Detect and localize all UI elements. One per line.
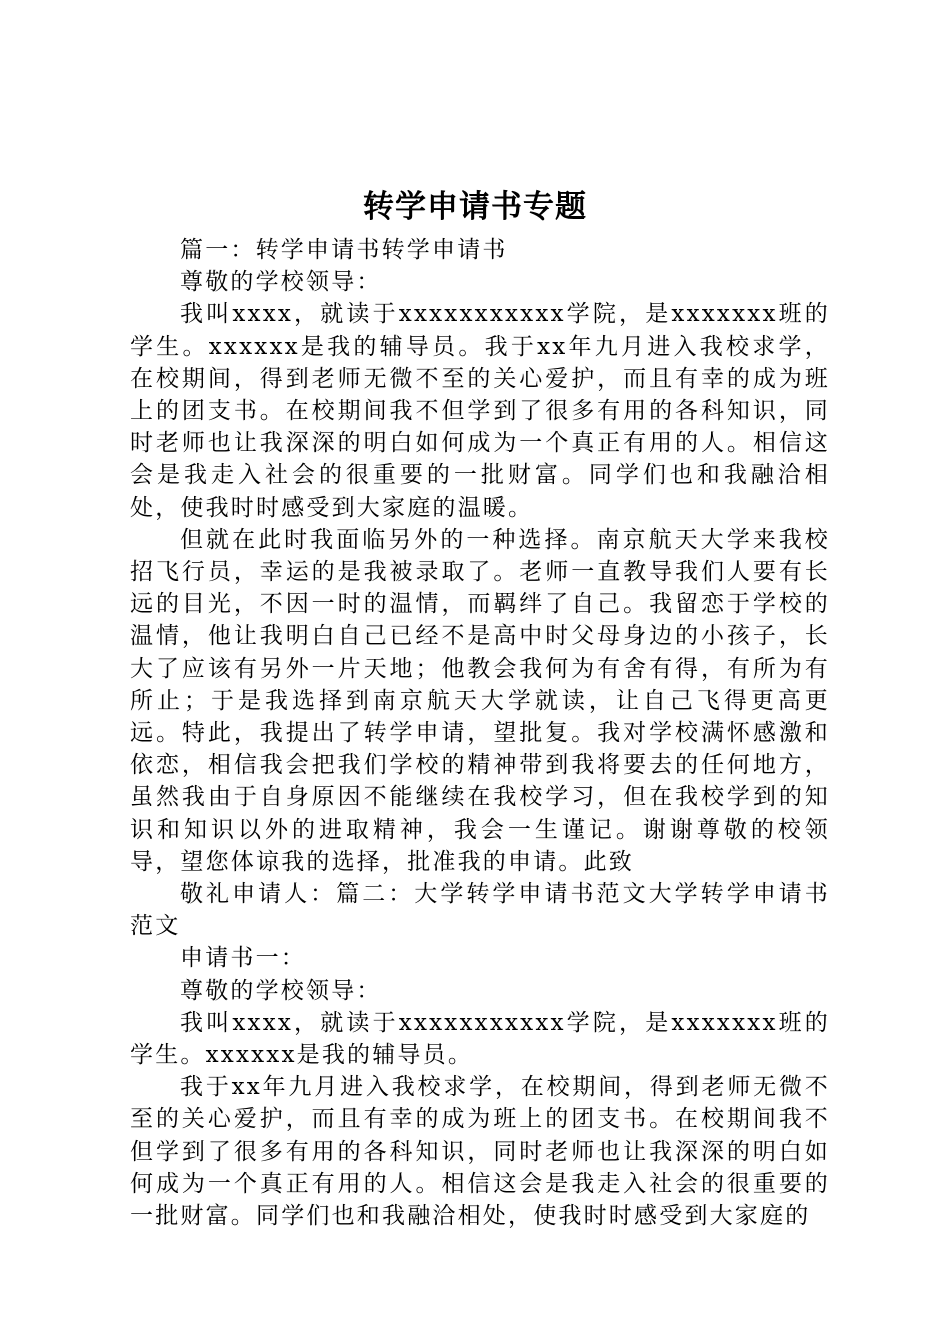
body-paragraph: 我叫xxxx，就读于xxxxxxxxxxx学院，是xxxxxxx班的学生。xxxxxx是我的辅导员。 bbox=[130, 1009, 830, 1069]
sub-heading: 申请书一： bbox=[180, 945, 306, 972]
document-body bbox=[130, 234, 830, 1232]
body-paragraph: 我于xx年九月进入我校求学，在校期间，得到老师无微不至的关心爱护，而且有幸的成为班上的团支书。在校期间我不但学到了很多有用的各科知识，同时老师也让我深深的明白如何成为一个真正有用的人。相信这会是我走入社会的很重要的一批财富。同学们也和我融洽相处，使我时时感受到大家庭的 bbox=[130, 1074, 830, 1230]
body-paragraph: 但就在此时我面临另外的一种选择。南京航天大学来我校招飞行员，幸运的是我被录取了。老师一直教导我们人要有长远的目光，不因一时的温情，而羁绊了自己。我留恋于学校的温情，他让我明白自己已经不是高中时父母身边的小孩子，长大了应该有另外一片天地；他教会我何为有舍有得，有所为有所止；于是我选择到南京航天大学就读，让自己飞得更高更远。特此，我提出了转学申请，望批复。我对学校满怀感激和依恋，相信我会把我们学校的精神带到我将要去的任何地方，虽然我由于自身原因不能继续在我校学习，但在我校学到的知识和知识以外的进取精神，我会一生谨记。谢谢尊敬的校领导，望您体谅我的选择，批准我的申请。此致 bbox=[130, 526, 830, 875]
section-heading-1: 篇一：转学申请书转学申请书 bbox=[180, 237, 508, 263]
body-paragraph: 我叫xxxx，就读于xxxxxxxxxxx学院，是xxxxxxx班的学生。xxxxxx是我的辅导员。我于xx年九月进入我校求学，在校期间，得到老师无微不至的关心爱护，而且有幸的成为班上的团支书。在校期间我不但学到了很多有用的各科知识，同时老师也让我深深的明白如何成为一个真正有用的人。相信这会是我走入社会的很重要的一批财富。同学们也和我融洽相处，使我时时感受到大家庭的温暖。 bbox=[130, 301, 830, 521]
salutation: 尊敬的学校领导： bbox=[180, 269, 382, 296]
salutation: 尊敬的学校领导： bbox=[180, 977, 382, 1004]
closing-and-section-heading-2: 敬礼申请人：篇二：大学转学申请书范文大学转学申请书范文 bbox=[130, 881, 830, 940]
document-title: 转学申请书专题 bbox=[363, 189, 587, 225]
